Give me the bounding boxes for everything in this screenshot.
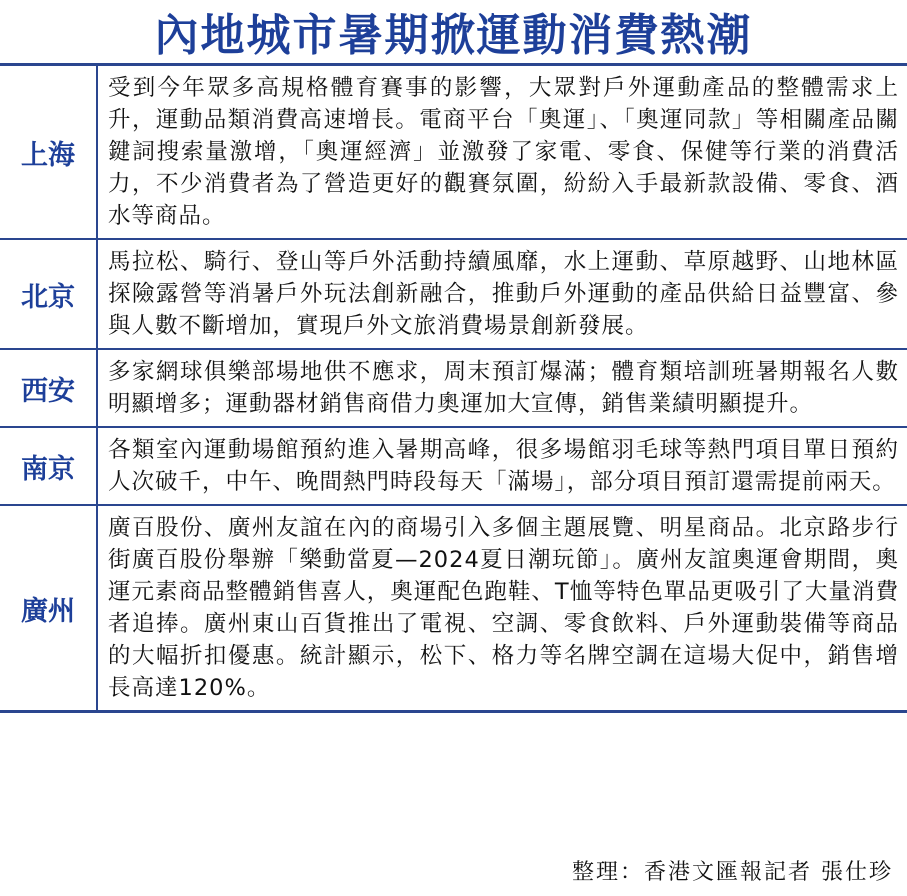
city-label: 廣州 (0, 506, 98, 710)
city-label: 上海 (0, 66, 98, 238)
table-row-xian (0, 350, 907, 428)
table-row-shanghai (0, 66, 907, 240)
table-row-guangzhou (0, 506, 907, 710)
city-table (0, 63, 907, 713)
city-label: 南京 (0, 428, 98, 504)
city-description: 馬拉松、騎行、登山等戶外活動持續風靡，水上運動、草原越野、山地林區探險露營等消暑戶外玩法創新融合，推動戶外運動的產品供給日益豐富、參與人數不斷增加，實現戶外文旅消費場景創新發展。 (108, 249, 899, 339)
city-description: 受到今年眾多高規格體育賽事的影響，大眾對戶外運動產品的整體需求上升，運動品類消費高速增長。電商平台「奧運」、「奧運同款」等相關產品關鍵詞搜索量激增，「奧運經濟」並激發了家電、零食、保健等行業的消費活力，不少消費者為了營造更好的觀賽氛圍，紛紛入手最新款設備、零食、酒水等商品。 (108, 75, 899, 229)
table-row-nanjing (0, 428, 907, 506)
city-description: 多家網球俱樂部場地供不應求，周末預訂爆滿；體育類培訓班暑期報名人數明顯增多；運動器材銷售商借力奧運加大宣傳，銷售業績明顯提升。 (108, 359, 899, 417)
city-description: 廣百股份、廣州友誼在內的商場引入多個主題展覽、明星商品。北京路步行街廣百股份舉辦「樂動當夏—2024夏日潮玩節」。廣州友誼奧運會期間，奧運元素商品整體銷售喜人，奧運配色跑鞋、T恤等特色單品更吸引了大量消費者追捧。廣州東山百貨推出了電視、空調、零食飲料、戶外運動裝備等商品的大幅折扣優惠。統計顯示，松下、格力等名牌空調在這場大促中，銷售增長高達120%。 (108, 515, 899, 701)
author-credit: 整理：香港文匯報記者 張仕珍 (572, 860, 893, 885)
page-title: 內地城市暑期掀運動消費熱潮 (154, 10, 753, 61)
city-label: 西安 (0, 350, 98, 426)
city-description: 各類室內運動場館預約進入暑期高峰，很多場館羽毛球等熱門項目單日預約人次破千，中午、晚間熱門時段每天「滿場」，部分項目預訂還需提前兩天。 (108, 437, 899, 495)
city-label: 北京 (0, 240, 98, 348)
table-row-beijing (0, 240, 907, 350)
